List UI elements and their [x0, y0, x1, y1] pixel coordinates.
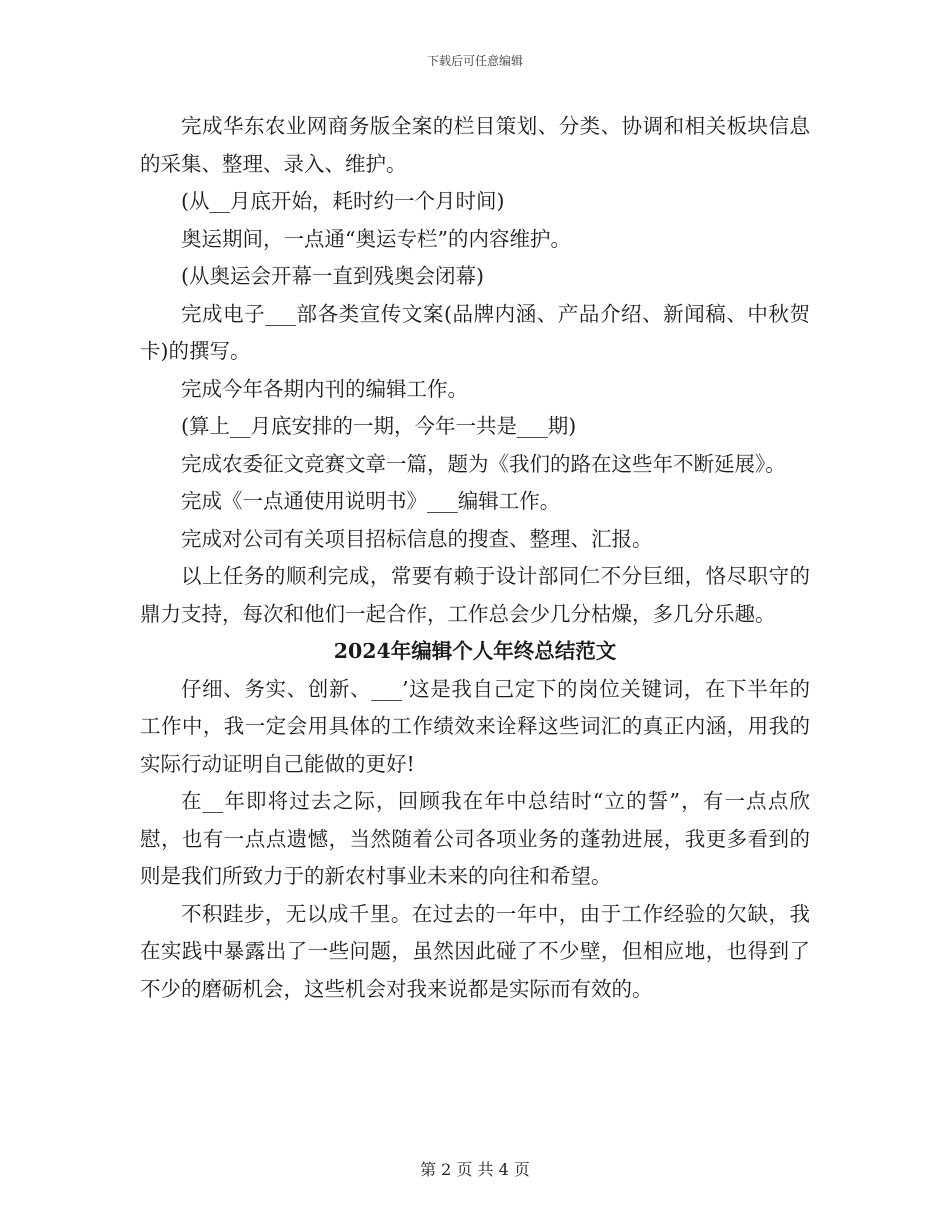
paragraph: 完成华东农业网商务版全案的栏目策划、分类、协调和相关板块信息的采集、整理、录入、维护。 [140, 114, 810, 176]
paragraph: 仔细、务实、创新、___’这是我自己定下的岗位关键词，在下半年的工作中，我一定会用具体的工作绩效来诠释这些词汇的真正内涵，用我的实际行动证明自己能做的更好! [140, 676, 810, 776]
document-body [140, 108, 810, 1008]
paragraph: 完成今年各期内刊的编辑工作。 [181, 376, 468, 401]
paragraph: 在__年即将过去之际，回顾我在年中总结时“立的誓”，有一点点欣慰，也有一点点遗憾，当然随着公司各项业务的蓬勃进展，我更多看到的则是我们所致力于的新农村事业未来的向往和希望。 [140, 789, 810, 888]
paragraph: 完成《一点通使用说明书》___编辑工作。 [181, 489, 561, 513]
paragraph: (从奥运会开幕一直到残奥会闭幕) [181, 264, 484, 288]
paragraph: 完成农委征文竞赛文章一篇，题为《我们的路在这些年不断延展》。 [181, 451, 786, 476]
paragraph: 完成电子___部各类宣传文案(品牌内涵、产品介绍、新闻稿、中秋贺卡)的撰写。 [140, 301, 810, 363]
paragraph: (算上__月底安排的一期，今年一共是___期) [181, 414, 577, 438]
page-header: 下载后可任意编辑 [426, 54, 523, 68]
paragraph: 完成对公司有关项目招标信息的搜查、整理、汇报。 [181, 526, 653, 551]
paragraph: 不积跬步，无以成千里。在过去的一年中，由于工作经验的欠缺，我在实践中暴露出了一些问题，虽然因此碰了不少壁，但相应地，也得到了不少的磨砺机会，这些机会对我来说都是实际而有效的。 [140, 901, 810, 1001]
paragraph: 奥运期间，一点通“奥运专栏”的内容维护。 [181, 226, 571, 251]
page-footer: 第 2 页 共 4 页 [420, 1160, 530, 1179]
paragraph: (从__月底开始，耗时约一个月时间) [181, 189, 505, 213]
paragraph: 以上任务的顺利完成，常要有赖于设计部同仁不分巨细，恪尽职守的鼎力支持，每次和他们一起合作，工作总会少几分枯燥，多几分乐趣。 [140, 564, 810, 626]
section-title: 2024年编辑个人年终总结范文 [333, 639, 617, 663]
